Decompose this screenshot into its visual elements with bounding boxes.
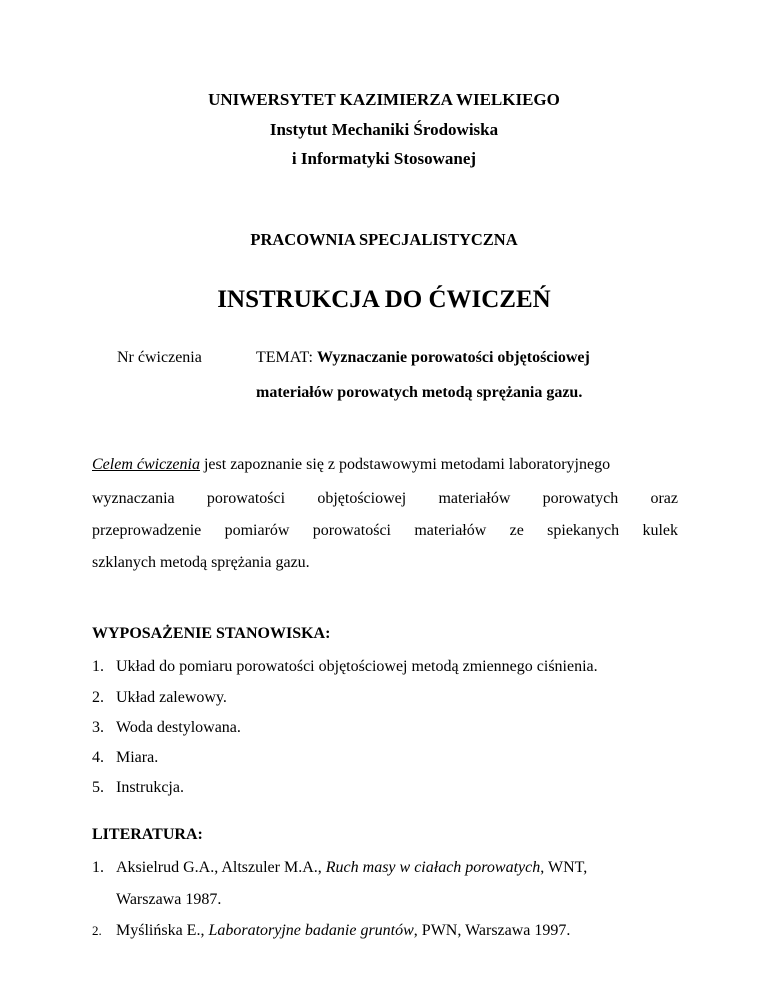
topic-label: TEMAT:: [256, 349, 313, 366]
equipment-item: [92, 749, 158, 767]
list-number: 2.: [92, 689, 104, 706]
aim-line3: przeprowadzenie pomiarów porowatości materiałów ze spiekanych kulek: [92, 522, 678, 539]
literature-publisher: , WNT,: [540, 859, 588, 876]
lab-name: PRACOWNIA SPECJALISTYCZNA: [250, 230, 518, 249]
list-number: 2.: [92, 923, 102, 938]
exercise-number-label: Nr ćwiczenia: [117, 349, 202, 366]
university-name: UNIWERSYTET KAZIMIERZA WIELKIEGO: [208, 90, 560, 109]
topic-title-line1: Wyznaczanie porowatości objętościowej: [316, 349, 590, 366]
equipment-item: [92, 779, 184, 797]
aim-line1-rest: jest zapoznanie się z podstawowymi metodami laboratoryjnego: [199, 456, 611, 473]
equipment-heading: WYPOSAŻENIE STANOWISKA:: [92, 625, 331, 642]
aim-line2: wyznaczania porowatości objętościowej materiałów porowatych oraz: [92, 490, 678, 507]
list-number: 4.: [92, 749, 104, 766]
literature-item-continuation: Warszawa 1987.: [116, 891, 222, 908]
literature-title: Ruch masy w ciałach porowatych: [325, 859, 541, 876]
aim-line4: szklanych metodą sprężania gazu.: [92, 554, 310, 571]
equipment-item: [92, 689, 227, 707]
list-text: Miara.: [116, 749, 159, 766]
list-number: 1.: [92, 658, 104, 675]
equipment-item: [92, 658, 598, 676]
literature-authors: Myślińska E.,: [116, 922, 209, 939]
list-text: Instrukcja.: [116, 779, 184, 796]
literature-heading: LITERATURA:: [92, 826, 203, 843]
list-text: Układ do pomiaru porowatości objętościowej metodą zmiennego ciśnienia.: [116, 658, 598, 675]
literature-item: [92, 859, 587, 877]
list-number: 5.: [92, 779, 104, 796]
aim-line1: [92, 456, 678, 474]
literature-authors: Aksielrud G.A., Altszuler M.A.,: [116, 859, 326, 876]
list-number: 3.: [92, 719, 104, 736]
list-text: Układ zalewowy.: [116, 689, 227, 706]
literature-item: [92, 922, 570, 940]
document-title: INSTRUKCJA DO ĆWICZEŃ: [217, 286, 551, 313]
literature-publisher: , PWN, Warszawa 1997.: [413, 922, 571, 939]
list-number: 1.: [92, 859, 104, 876]
equipment-item: [92, 719, 241, 737]
institute-name-line2: i Informatyki Stosowanej: [291, 149, 477, 168]
list-text: Woda destylowana.: [116, 719, 241, 736]
topic-line: [256, 349, 590, 367]
aim-lead: Celem ćwiczenia: [92, 456, 200, 473]
topic-title-line2: materiałów porowatych metodą sprężania gazu.: [256, 384, 583, 401]
literature-title: Laboratoryjne badanie gruntów: [208, 922, 414, 939]
institute-name-line1: Instytut Mechaniki Środowiska: [269, 120, 499, 139]
